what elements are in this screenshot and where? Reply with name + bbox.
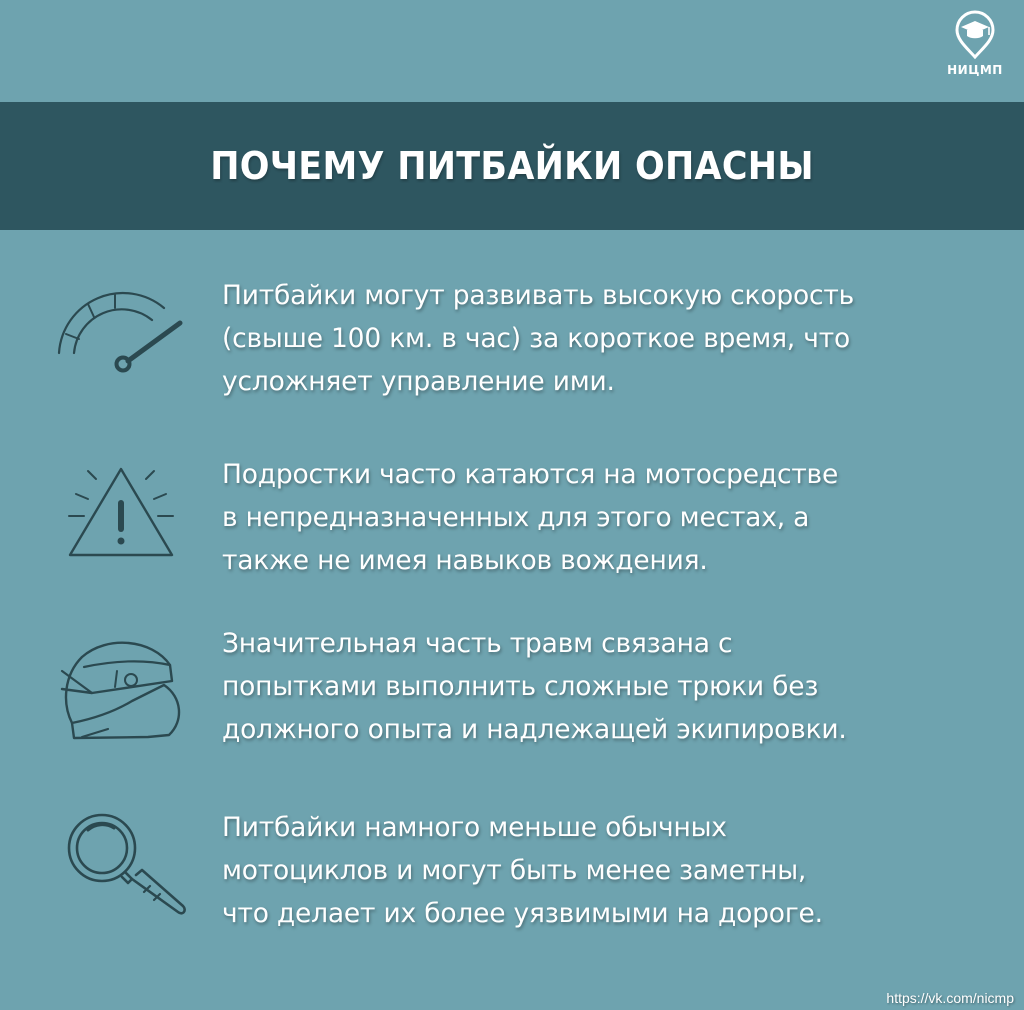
page-title: ПОЧЕМУ ПИТБАЙКИ ОПАСНЫ xyxy=(210,144,814,188)
footer-url: https://vk.com/nicmp xyxy=(886,990,1014,1006)
item-text: Подростки часто катаются на мотосредстве в непредназначенных для этого местах, а также не имея навыков вождения. xyxy=(222,459,839,576)
logo-text: НИЦМП xyxy=(947,63,1003,77)
helmet-icon xyxy=(52,637,187,757)
speedometer-icon xyxy=(52,290,187,410)
header-band xyxy=(0,102,1024,230)
logo xyxy=(940,10,1010,90)
item-text: Значительная часть травм связана с попытками выполнить сложные трюки без должного опыта и надлежащей экипировки. xyxy=(222,628,847,745)
magnifier-icon xyxy=(52,800,187,920)
warning-icon xyxy=(52,459,187,579)
item-text: Питбайки намного меньше обычных мотоциклов и могут быть менее заметны, что делает их более уязвимыми на дороге. xyxy=(222,812,823,929)
item-text: Питбайки могут развивать высокую скорость (свыше 100 км. в час) за короткое время, что усложняет управление ими. xyxy=(222,280,855,397)
graduation-cap-pin-icon xyxy=(953,10,997,60)
